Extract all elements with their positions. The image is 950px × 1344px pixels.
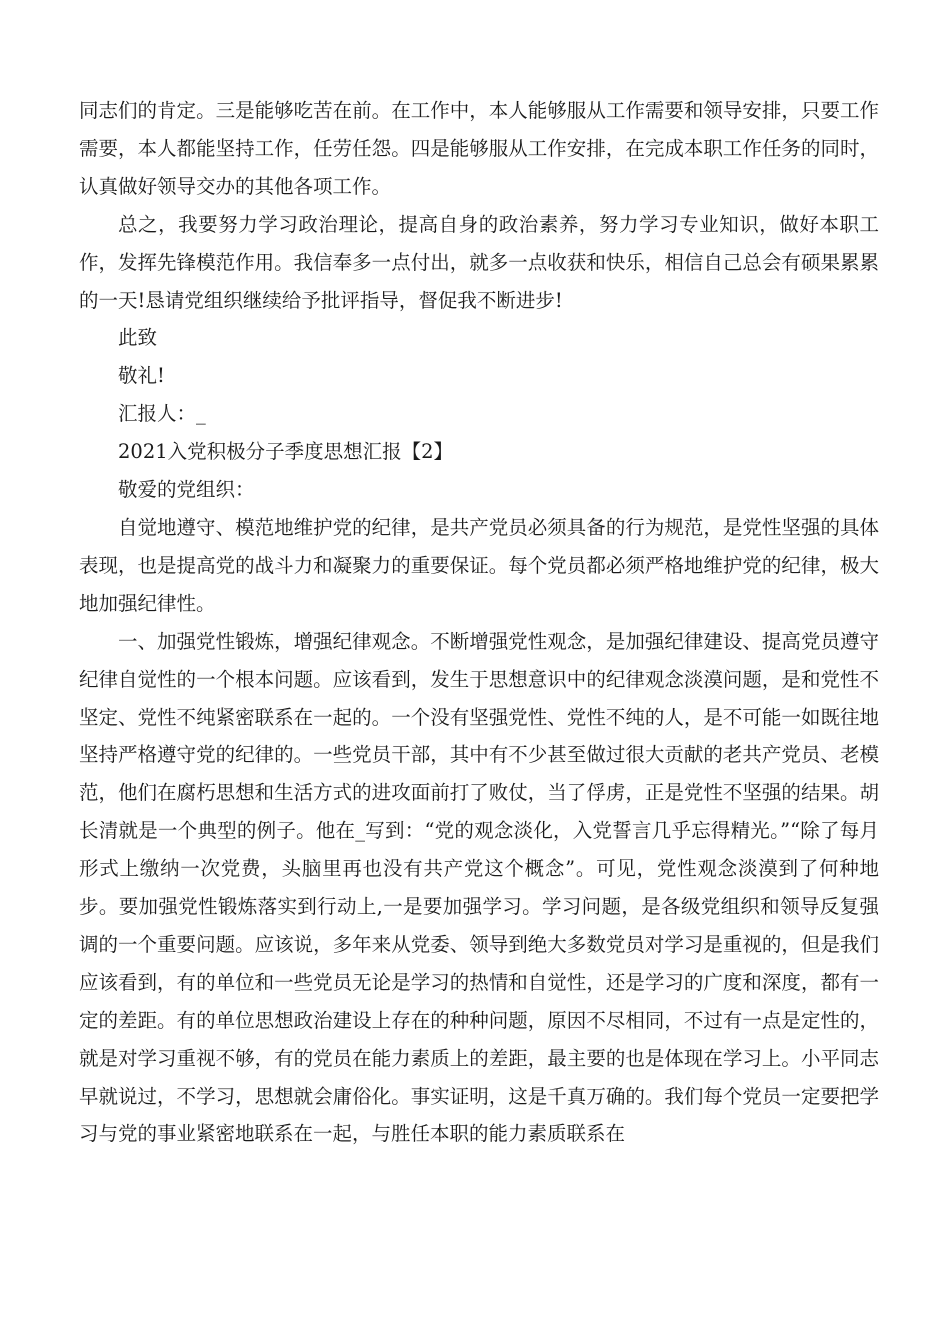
- paragraph: 自觉地遵守、模范地维护党的纪律，是共产党员必须具备的行为规范，是党性坚强的具体表现，也是提高党的战斗力和凝聚力的重要保证。每个党员都必须严格地维护党的纪律，极大地加强纪律性。: [79, 515, 879, 615]
- document-page: [79, 92, 879, 1153]
- closing-salutation: 此致: [118, 326, 158, 350]
- paragraph: 一、加强党性锻炼，增强纪律观念。不断增强党性观念，是加强纪律建设、提高党员遵守纪律自觉性的一个根本问题。应该看到，发生于思想意识中的纪律观念淡漠问题，是和党性不坚定、党性不纯紧密联系在一起的。一个没有坚强党性、党性不纯的人，是不可能一如既往地坚持严格遵守党的纪律的。一些党员干部，其中有不少甚至做过很大贡献的老共产党员、老模范，他们在腐朽思想和生活方式的进攻面前打了败仗，当了俘虏，正是党性不坚强的结果。胡长清就是一个典型的例子。他在_写到：“党的观念淡化，入党誓言几乎忘得精光。”“除了每月形式上缴纳一次党费，头脑里再也没有共产党这个概念”。可见，党性观念淡漠到了何种地步。要加强党性锻炼落实到行动上,一是要加强学习。学习问题，是各级党组织和领导反复强调的一个重要问题。应该说，多年来从党委、领导到绝大多数党员对学习是重视的，但是我们应该看到，有的单位和一些党员无论是学习的热情和自觉性，还是学习的广度和深度，都有一定的差距。有的单位思想政治建设上存在的种种问题，原因不尽相同，不过有一点是定性的，就是对学习重视不够，有的党员在能力素质上的差距，最主要的也是体现在学习上。小平同志早就说过，不学习，思想就会庸俗化。事实证明，这是千真万确的。我们每个党员一定要把学习与党的事业紧密地联系在一起，与胜任本职的能力素质联系在: [79, 629, 879, 1146]
- reporter-signature: 汇报人：_: [118, 402, 206, 426]
- paragraph: 总之，我要努力学习政治理论，提高自身的政治素养，努力学习专业知识，做好本职工作，发挥先锋模范作用。我信奉多一点付出，就多一点收获和快乐，相信自己总会有硕果累累的一天!恳请党组织继续给予批评指导，督促我不断进步!: [79, 212, 879, 312]
- section-title: 2021入党积极分子季度思想汇报【2】: [118, 440, 454, 464]
- greeting: 敬爱的党组织：: [118, 478, 255, 502]
- closing-respect: 敬礼!: [118, 364, 165, 388]
- paragraph: 同志们的肯定。三是能够吃苦在前。在工作中，本人能够服从工作需要和领导安排，只要工作需要，本人都能坚持工作，任劳任怨。四是能够服从工作安排，在完成本职工作任务的同时，认真做好领导交办的其他各项工作。: [79, 99, 879, 198]
